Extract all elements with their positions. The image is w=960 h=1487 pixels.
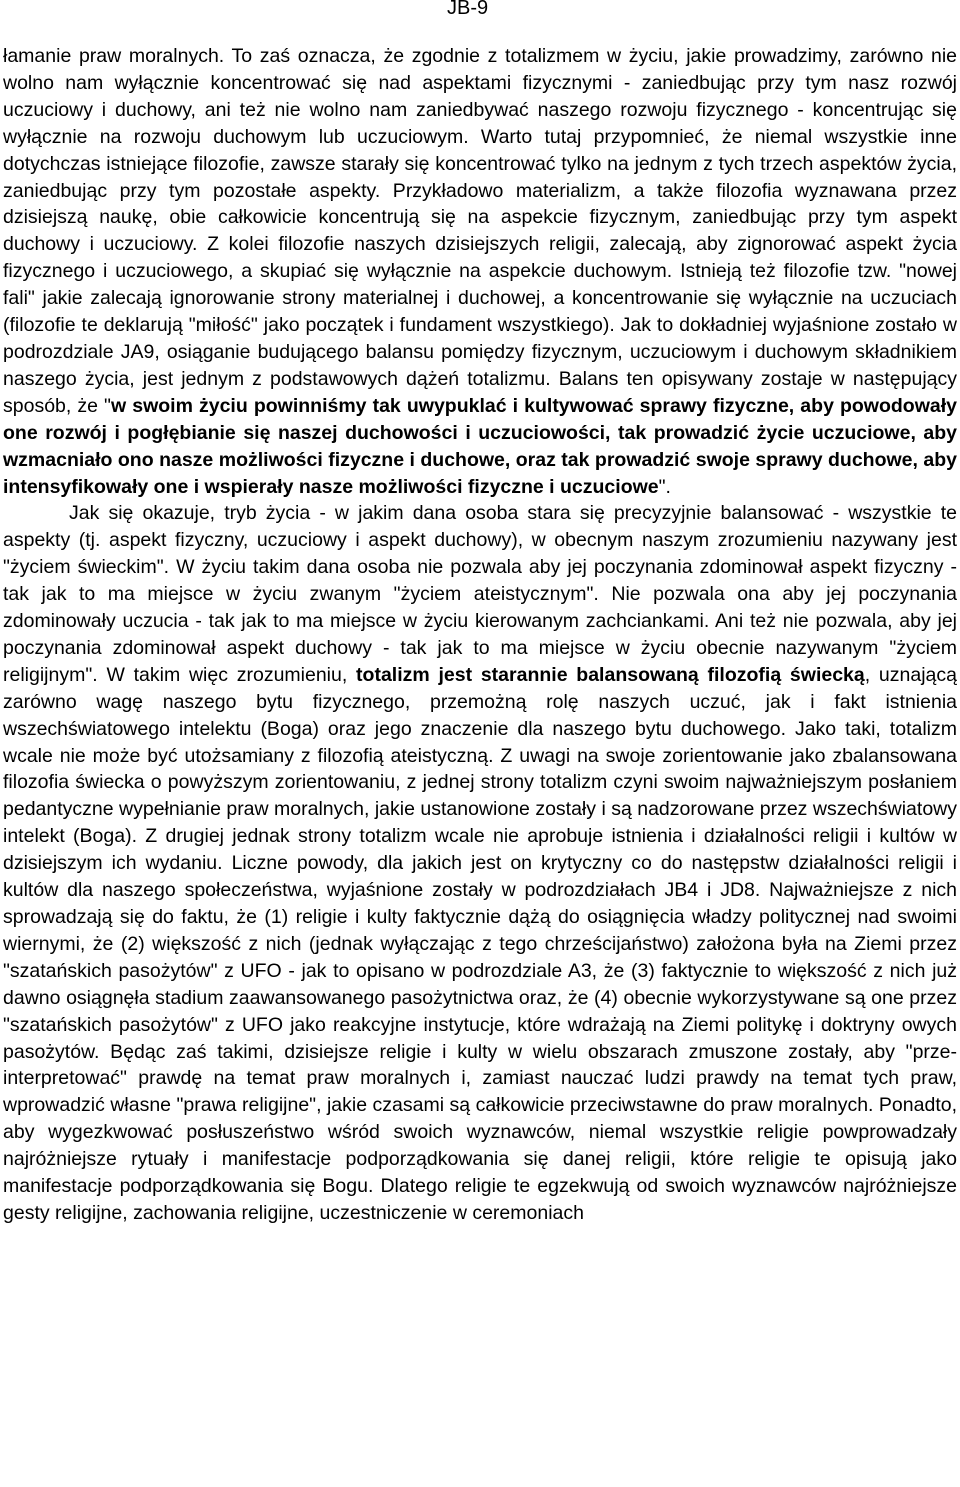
- bold-emphasis: totalizm jest starannie balansowaną filozofią świecką: [356, 663, 865, 686]
- paragraph: [3, 500, 957, 1226]
- bold-emphasis: w swoim życiu powinniśmy tak uwypuklać i kultywować sprawy fizyczne, aby powodowały one rozwój i pogłębianie się naszej duchowości i uczuciowości, tak prowadzić życie uczuciowe, aby wzmacniało ono nasze możliwości fizyczne i duchowe, oraz tak prowadzić swoje sprawy duchowe, aby intensyfikowały one i wspierały nasze możliwości fizyczne i uczuciowe: [3, 394, 957, 498]
- paragraph-text: Jak się okazuje, tryb życia - w jakim dana osoba stara się precyzyjnie balansować - wszystkie te aspekty (tj. aspekt fizyczny, uczuciowy i aspekt duchowy), w obecnym naszym zrozumieniu nazywany jest "życiem świeckim". W życiu takim dana osoba nie pozwala aby jej poczynania zdominował aspekt fizyczny - tak jak to ma miejsce w życiu zwanym "życiem ateistycznym". Nie pozwala ona aby jej poczynania zdominowały uczucia - tak jak to ma miejsce w życiu kierowanym zachciankami. Ani też nie pozwala, aby jej poczynania zdominował aspekt duchowy - tak jak to ma miejsce w życiu obecnie nazywanym "życiem religijnym". W takim więc zrozumieniu,: [3, 502, 957, 686]
- paragraph-text: , uznającą zarówno wagę naszego bytu fizycznego, przemożną rolę naszych uczuć, jak i fakt istnienia wszechświatowego intelektu (Boga) oraz jego znaczenie dla naszego bytu duchowego. Jako taki, totalizm wcale nie może być utożsamiany z filozofią ateistyczną. Z uwagi na swoje zorientowanie jako zbalansowana filozofia świecka o powyższym zorientowaniu, z jednej strony totalizm czyni swoim najważniejszym posłaniem pedantyczne wypełnianie praw moralnych, jakie ustanowione zostały i są nadzorowane przez wszechświatowy intelekt (Boga). Z drugiej jednak strony totalizm wcale nie aprobuje istnienia i działalności religii i kultów w dzisiejszym ich wydaniu. Liczne powody, dla jakich jest on krytyczny co do następstw działalności religii i kultów dla naszego społeczeństwa, wyjaśnione zostały w podrozdziałach JB4 i JD8. Najważniejsze z nich sprowadzają się do faktu, że (1) religie i kulty faktycznie dążą do osiągnięcia władzy politycznej nad swoimi wiernymi, że (2) większość z nich (jednak wyłączając z tego chrześcijaństwo) założona była na Ziemi przez "szatańskich pasożytów" z UFO - jak to opisano w podrozdziale A3, że (3) faktycznie to większość z nich już dawno osiągnęła stadium zaawansowanego pasożytnictwa oraz, że (4) obecnie wykorzystywane są one przez "szatańskich pasożytów" z UFO jako reakcyjne instytucje, które wdrażają na Ziemi politykę i doktryny owych pasożytów. Będąc zaś takimi, dzisiejsze religie i kulty w wielu obszarach zmuszone zostały, aby "prze-interpretować" prawdę na temat praw moralnych i, zamiast nauczać ludzi prawdy na temat tych praw, wprowadzić własne "prawa religijne", jakie czasami są całkowicie przeciwstawne do praw moralnych. Ponadto, aby wygezkwować posłuszeństwo wśród swoich wyznawców, niemal wszystkie religie powprowadzały najróżniejsze rytuały i manifestacje podporządkowania się danej religii, które religie te opisują jako manifestacje podporządkowania się Bogu. Dlatego religie te egzekwują od swoich wyznawców najróżniejsze gesty religijne, zachowania religijne, uczestniczenie w ceremoniach: [3, 663, 957, 1224]
- paragraph-text: ".: [658, 475, 671, 498]
- page-header: [0, 0, 960, 26]
- document-body: [3, 43, 957, 1227]
- paragraph-text: łamanie praw moralnych. To zaś oznacza, że zgodnie z totalizmem w życiu, jakie prowadzimy, zarówno nie wolno nam wyłącznie koncentrować się nad aspektami fizycznymi - zaniedbując przy tym nasz rozwój uczuciowy i duchowy, ani też nie wolno nam zaniedbywać naszego rozwoju fizycznego - koncentrując się wyłącznie na rozwoju duchowym lub uczuciowym. Warto tutaj przypomnieć, że niemal wszystkie inne dotychczas istniejące filozofie, zawsze starały się koncentrować tylko na jednym z tych trzech aspektów życia, zaniedbując przy tym pozostałe aspekty. Przykładowo materializm, a także filozofia wyznawana przez dzisiejszą naukę, obie całkowicie koncentrują się na aspekcie fizycznym, zaniedbując przy tym aspekt duchowy i uczuciowy. Z kolei filozofie naszych dzisiejszych religii, zalecają, aby zignorować aspekt życia fizycznego i uczuciowego, a skupiać się wyłącznie na aspekcie duchowym. Istnieją też filozofie tzw. "nowej fali" jakie zalecają ignorowanie strony materialnej i duchowej, a koncentrowanie się wyłącznie na uczuciach (filozofie te deklarują "miłość" jako początek i fundament wszystkiego). Jak to dokładniej wyjaśnione zostało w podrozdziale JA9, osiąganie budującego balansu pomiędzy fizycznym, uczuciowym i duchowym składnikiem naszego życia, jest jednym z podstawowych dążeń totalizmu. Balans ten opisywany zostaje w następujący sposób, że ": [3, 45, 957, 417]
- page-number: JB-9: [447, 0, 489, 19]
- paragraph: [3, 43, 957, 500]
